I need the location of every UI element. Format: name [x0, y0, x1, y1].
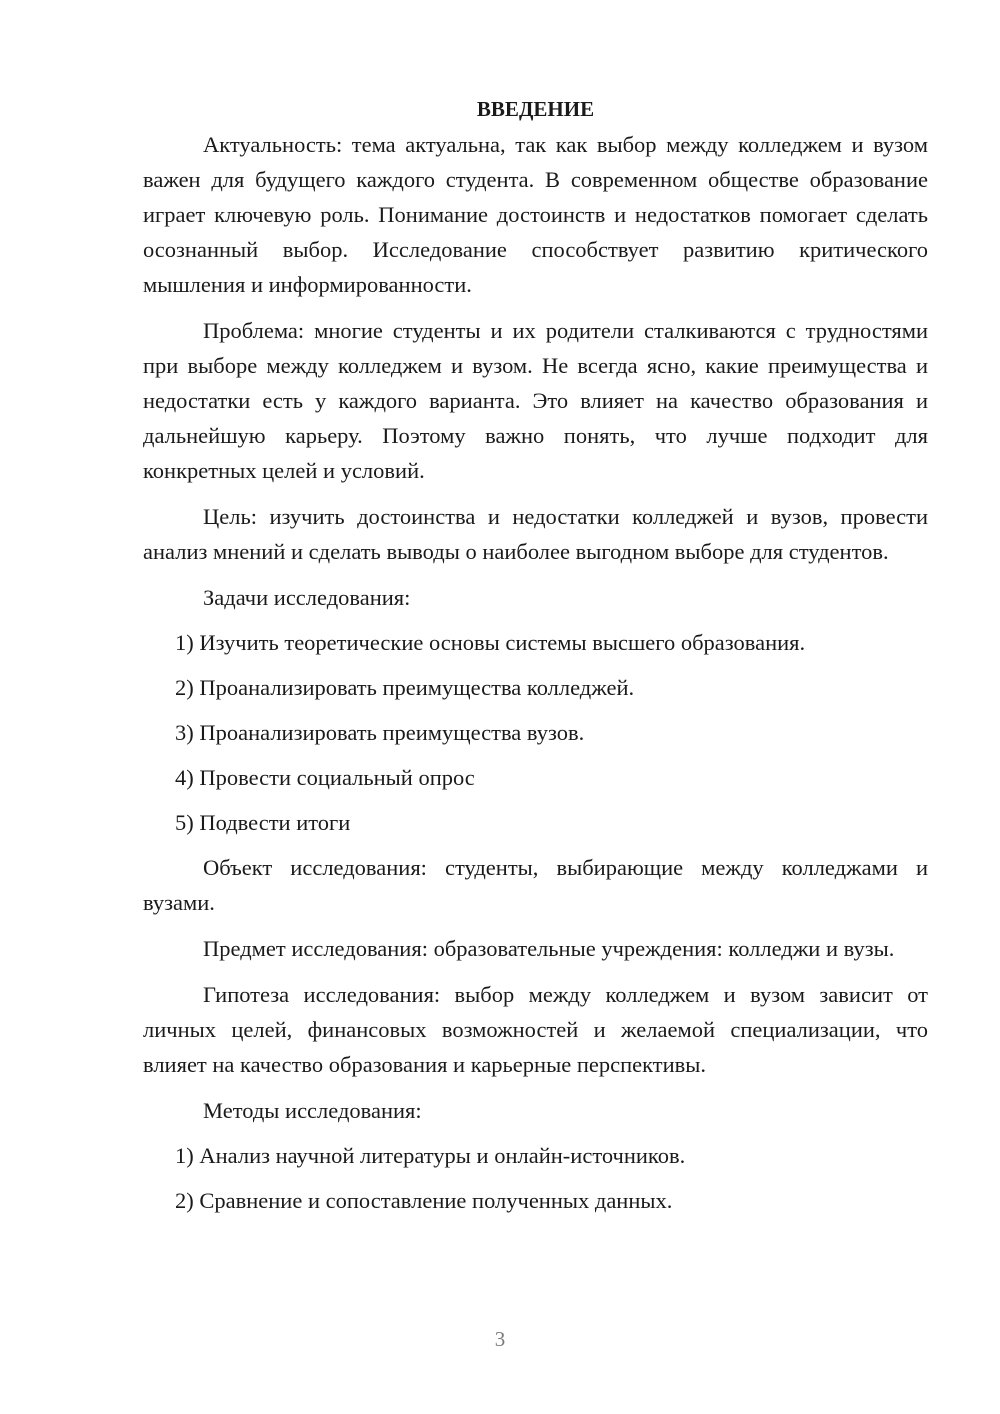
task-item: 4) Провести социальный опрос [175, 765, 475, 790]
document-page [143, 92, 928, 1228]
goal-paragraph: Цель: изучить достоинства и недостатки колледжей и вузов, провести анализ мнений и сделать выводы о наиболее выгодном выборе для студентов. [143, 504, 928, 564]
task-item: 5) Подвести итоги [175, 810, 351, 835]
task-item: 2) Проанализировать преимущества колледжей. [175, 675, 635, 700]
tasks-title: Задачи исследования: [203, 585, 411, 610]
method-item: 2) Сравнение и сопоставление полученных данных. [175, 1188, 673, 1213]
task-item: 3) Проанализировать преимущества вузов. [175, 720, 585, 745]
task-item: 1) Изучить теоретические основы системы высшего образования. [175, 630, 806, 655]
page-number: 3 [494, 1327, 506, 1351]
relevance-paragraph: Актуальность: тема актуальна, так как выбор между колледжем и вузом важен для будущего каждого студента. В современном обществе образование играет ключевую роль. Понимание достоинств и недостатков помогает сделать осознанный выбор. Исследование способствует развитию критического мышления и информированности. [143, 132, 928, 297]
method-item: 1) Анализ научной литературы и онлайн-источников. [175, 1143, 686, 1168]
subject-paragraph: Предмет исследования: образовательные учреждения: колледжи и вузы. [203, 936, 895, 961]
hypothesis-paragraph: Гипотеза исследования: выбор между колледжем и вузом зависит от личных целей, финансовых возможностей и желаемой специализации, что влияет на качество образования и карьерные перспективы. [143, 982, 928, 1077]
section-heading: ВВЕДЕНИЕ [476, 97, 595, 121]
object-paragraph: Объект исследования: студенты, выбирающие между колледжами и вузами. [143, 855, 928, 915]
methods-title: Методы исследования: [203, 1098, 422, 1123]
problem-paragraph: Проблема: многие студенты и их родители сталкиваются с трудностями при выборе между колледжем и вузом. Не всегда ясно, какие преимущества и недостатки есть у каждого варианта. Это влияет на качество образования и дальнейшую карьеру. Поэтому важно понять, что лучше подходит для конкретных целей и условий. [143, 318, 928, 483]
